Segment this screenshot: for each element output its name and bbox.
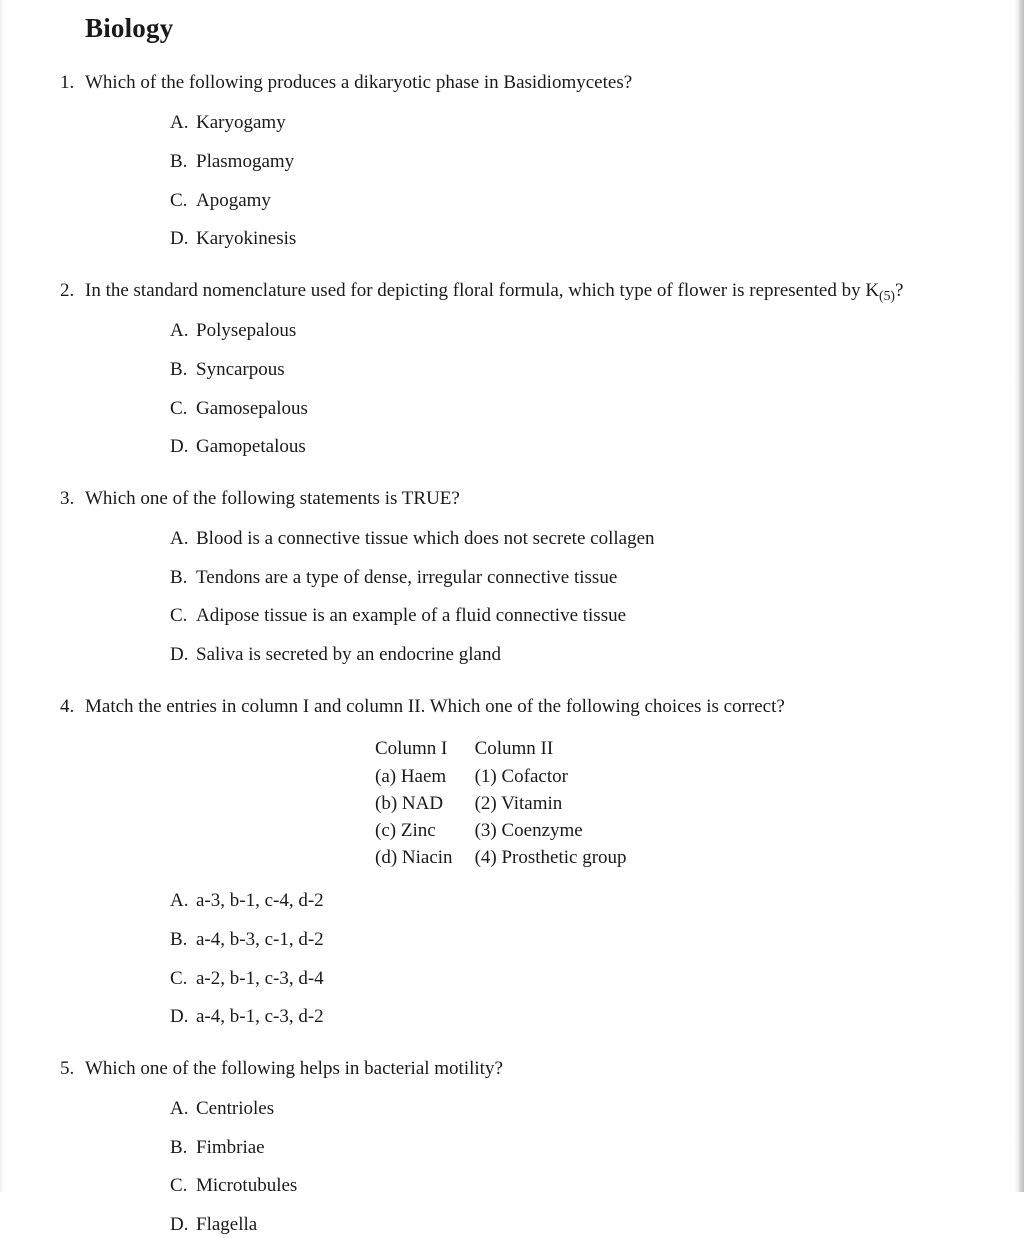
table-header-row — [375, 735, 627, 763]
option-text: Flagella — [196, 1213, 258, 1235]
question-text-2-part1: In the standard nomenclature used for depicting floral formula, which type of flower is represented by K — [85, 280, 880, 302]
column-ii-entry-4: (4) Prosthetic group — [474, 847, 627, 869]
question-block-3 — [60, 486, 964, 668]
option-4-c[interactable] — [85, 967, 964, 992]
question-block-4 — [60, 694, 964, 1030]
question-block-1 — [60, 70, 964, 252]
option-3-a[interactable] — [85, 527, 964, 552]
options-list-5 — [85, 1097, 964, 1238]
question-text-1: Which of the following produces a dikaryotic phase in Basidiomycetes? — [85, 72, 633, 94]
option-text: Karyogamy — [196, 112, 286, 134]
table-row — [375, 790, 627, 817]
question-stem-3 — [60, 486, 964, 513]
option-letter: B. — [170, 1136, 188, 1158]
option-letter: B. — [170, 566, 188, 588]
option-letter: C. — [170, 397, 188, 419]
question-block-2 — [60, 278, 964, 460]
option-5-b[interactable] — [85, 1136, 964, 1161]
question-stem-1 — [60, 70, 964, 97]
option-2-d[interactable] — [85, 435, 964, 460]
option-text: Tendons are a type of dense, irregular connective tissue — [196, 566, 618, 588]
options-list-1 — [85, 111, 964, 252]
option-letter: C. — [170, 1175, 188, 1197]
option-4-d[interactable] — [85, 1005, 964, 1030]
table-row — [375, 817, 627, 844]
option-text: Blood is a connective tissue which does not secrete collagen — [196, 528, 655, 550]
option-letter: C. — [170, 967, 188, 989]
question-number-5: 5. — [60, 1057, 75, 1079]
option-letter: D. — [170, 644, 189, 666]
option-1-c[interactable] — [85, 189, 964, 214]
question-number-3: 3. — [60, 488, 75, 510]
option-letter: D. — [170, 1006, 189, 1028]
option-text: a-4, b-1, c-3, d-2 — [196, 1006, 324, 1028]
column-header-i: Column I — [375, 737, 448, 759]
question-stem-5 — [60, 1056, 964, 1083]
column-i-entry-d: (d) Niacin — [375, 847, 453, 869]
option-text: Polysepalous — [196, 320, 297, 342]
column-i-entry-c: (c) Zinc — [375, 820, 436, 842]
option-4-b[interactable] — [85, 928, 964, 953]
option-text: Centrioles — [196, 1097, 275, 1119]
option-letter: A. — [170, 320, 189, 342]
option-2-c[interactable] — [85, 397, 964, 422]
option-letter: C. — [170, 605, 188, 627]
option-text: Plasmogamy — [196, 151, 295, 173]
column-ii-entry-1: (1) Cofactor — [474, 765, 568, 787]
option-1-b[interactable] — [85, 150, 964, 175]
option-text: Saliva is secreted by an endocrine gland — [196, 644, 501, 666]
option-text: a-3, b-1, c-4, d-2 — [196, 890, 324, 912]
option-3-c[interactable] — [85, 604, 964, 629]
question-stem-4 — [60, 694, 964, 721]
question-text-2-subscript: (5) — [879, 287, 895, 303]
option-text: Fimbriae — [196, 1136, 265, 1158]
option-text: Apogamy — [196, 189, 271, 211]
options-list-4 — [85, 889, 964, 1030]
option-letter: D. — [170, 1213, 189, 1235]
question-text-5: Which one of the following helps in bacterial motility? — [85, 1057, 503, 1079]
column-i-entry-a: (a) Haem — [375, 765, 447, 787]
match-columns-table-wrapper — [85, 735, 964, 871]
option-text: Adipose tissue is an example of a fluid connective tissue — [196, 605, 627, 627]
option-5-c[interactable] — [85, 1174, 964, 1199]
option-text: Syncarpous — [196, 359, 285, 381]
question-stem-2 — [60, 278, 964, 305]
options-list-3 — [85, 527, 964, 668]
option-letter: A. — [170, 890, 189, 912]
option-3-d[interactable] — [85, 643, 964, 668]
option-text: a-4, b-3, c-1, d-2 — [196, 928, 324, 950]
option-4-a[interactable] — [85, 889, 964, 914]
option-text: Microtubules — [196, 1175, 298, 1197]
question-number-2: 2. — [60, 280, 75, 302]
column-ii-entry-2: (2) Vitamin — [474, 792, 563, 814]
table-row — [375, 844, 627, 871]
question-number-1: 1. — [60, 72, 75, 94]
page-title: Biology — [85, 13, 174, 43]
column-i-entry-b: (b) NAD — [375, 792, 444, 814]
option-2-a[interactable] — [85, 319, 964, 344]
option-text: a-2, b-1, c-3, d-4 — [196, 967, 324, 989]
question-text-4: Match the entries in column I and column II. Which one of the following choices is correct? — [85, 695, 785, 717]
option-text: Gamosepalous — [196, 397, 308, 419]
option-letter: A. — [170, 528, 189, 550]
options-list-2 — [85, 319, 964, 460]
option-letter: A. — [170, 1097, 189, 1119]
question-text-3: Which one of the following statements is TRUE? — [85, 488, 460, 510]
option-5-a[interactable] — [85, 1097, 964, 1122]
match-columns-table — [375, 735, 627, 871]
option-text: Gamopetalous — [196, 436, 306, 458]
option-letter: D. — [170, 228, 189, 250]
option-letter: A. — [170, 112, 189, 134]
option-letter: D. — [170, 436, 189, 458]
option-text: Karyokinesis — [196, 228, 297, 250]
table-row — [375, 763, 627, 790]
question-number-4: 4. — [60, 695, 75, 717]
option-letter: B. — [170, 359, 188, 381]
option-letter: B. — [170, 151, 188, 173]
option-letter: C. — [170, 189, 188, 211]
option-1-a[interactable] — [85, 111, 964, 136]
question-text-2 — [85, 278, 964, 305]
column-header-ii: Column II — [474, 737, 554, 759]
option-5-d[interactable] — [85, 1213, 964, 1238]
option-letter: B. — [170, 928, 188, 950]
question-block-5 — [60, 1056, 964, 1238]
option-3-b[interactable] — [85, 566, 964, 591]
column-ii-entry-3: (3) Coenzyme — [474, 820, 583, 842]
question-text-2-part2: ? — [895, 280, 904, 302]
option-2-b[interactable] — [85, 358, 964, 383]
option-1-d[interactable] — [85, 227, 964, 252]
